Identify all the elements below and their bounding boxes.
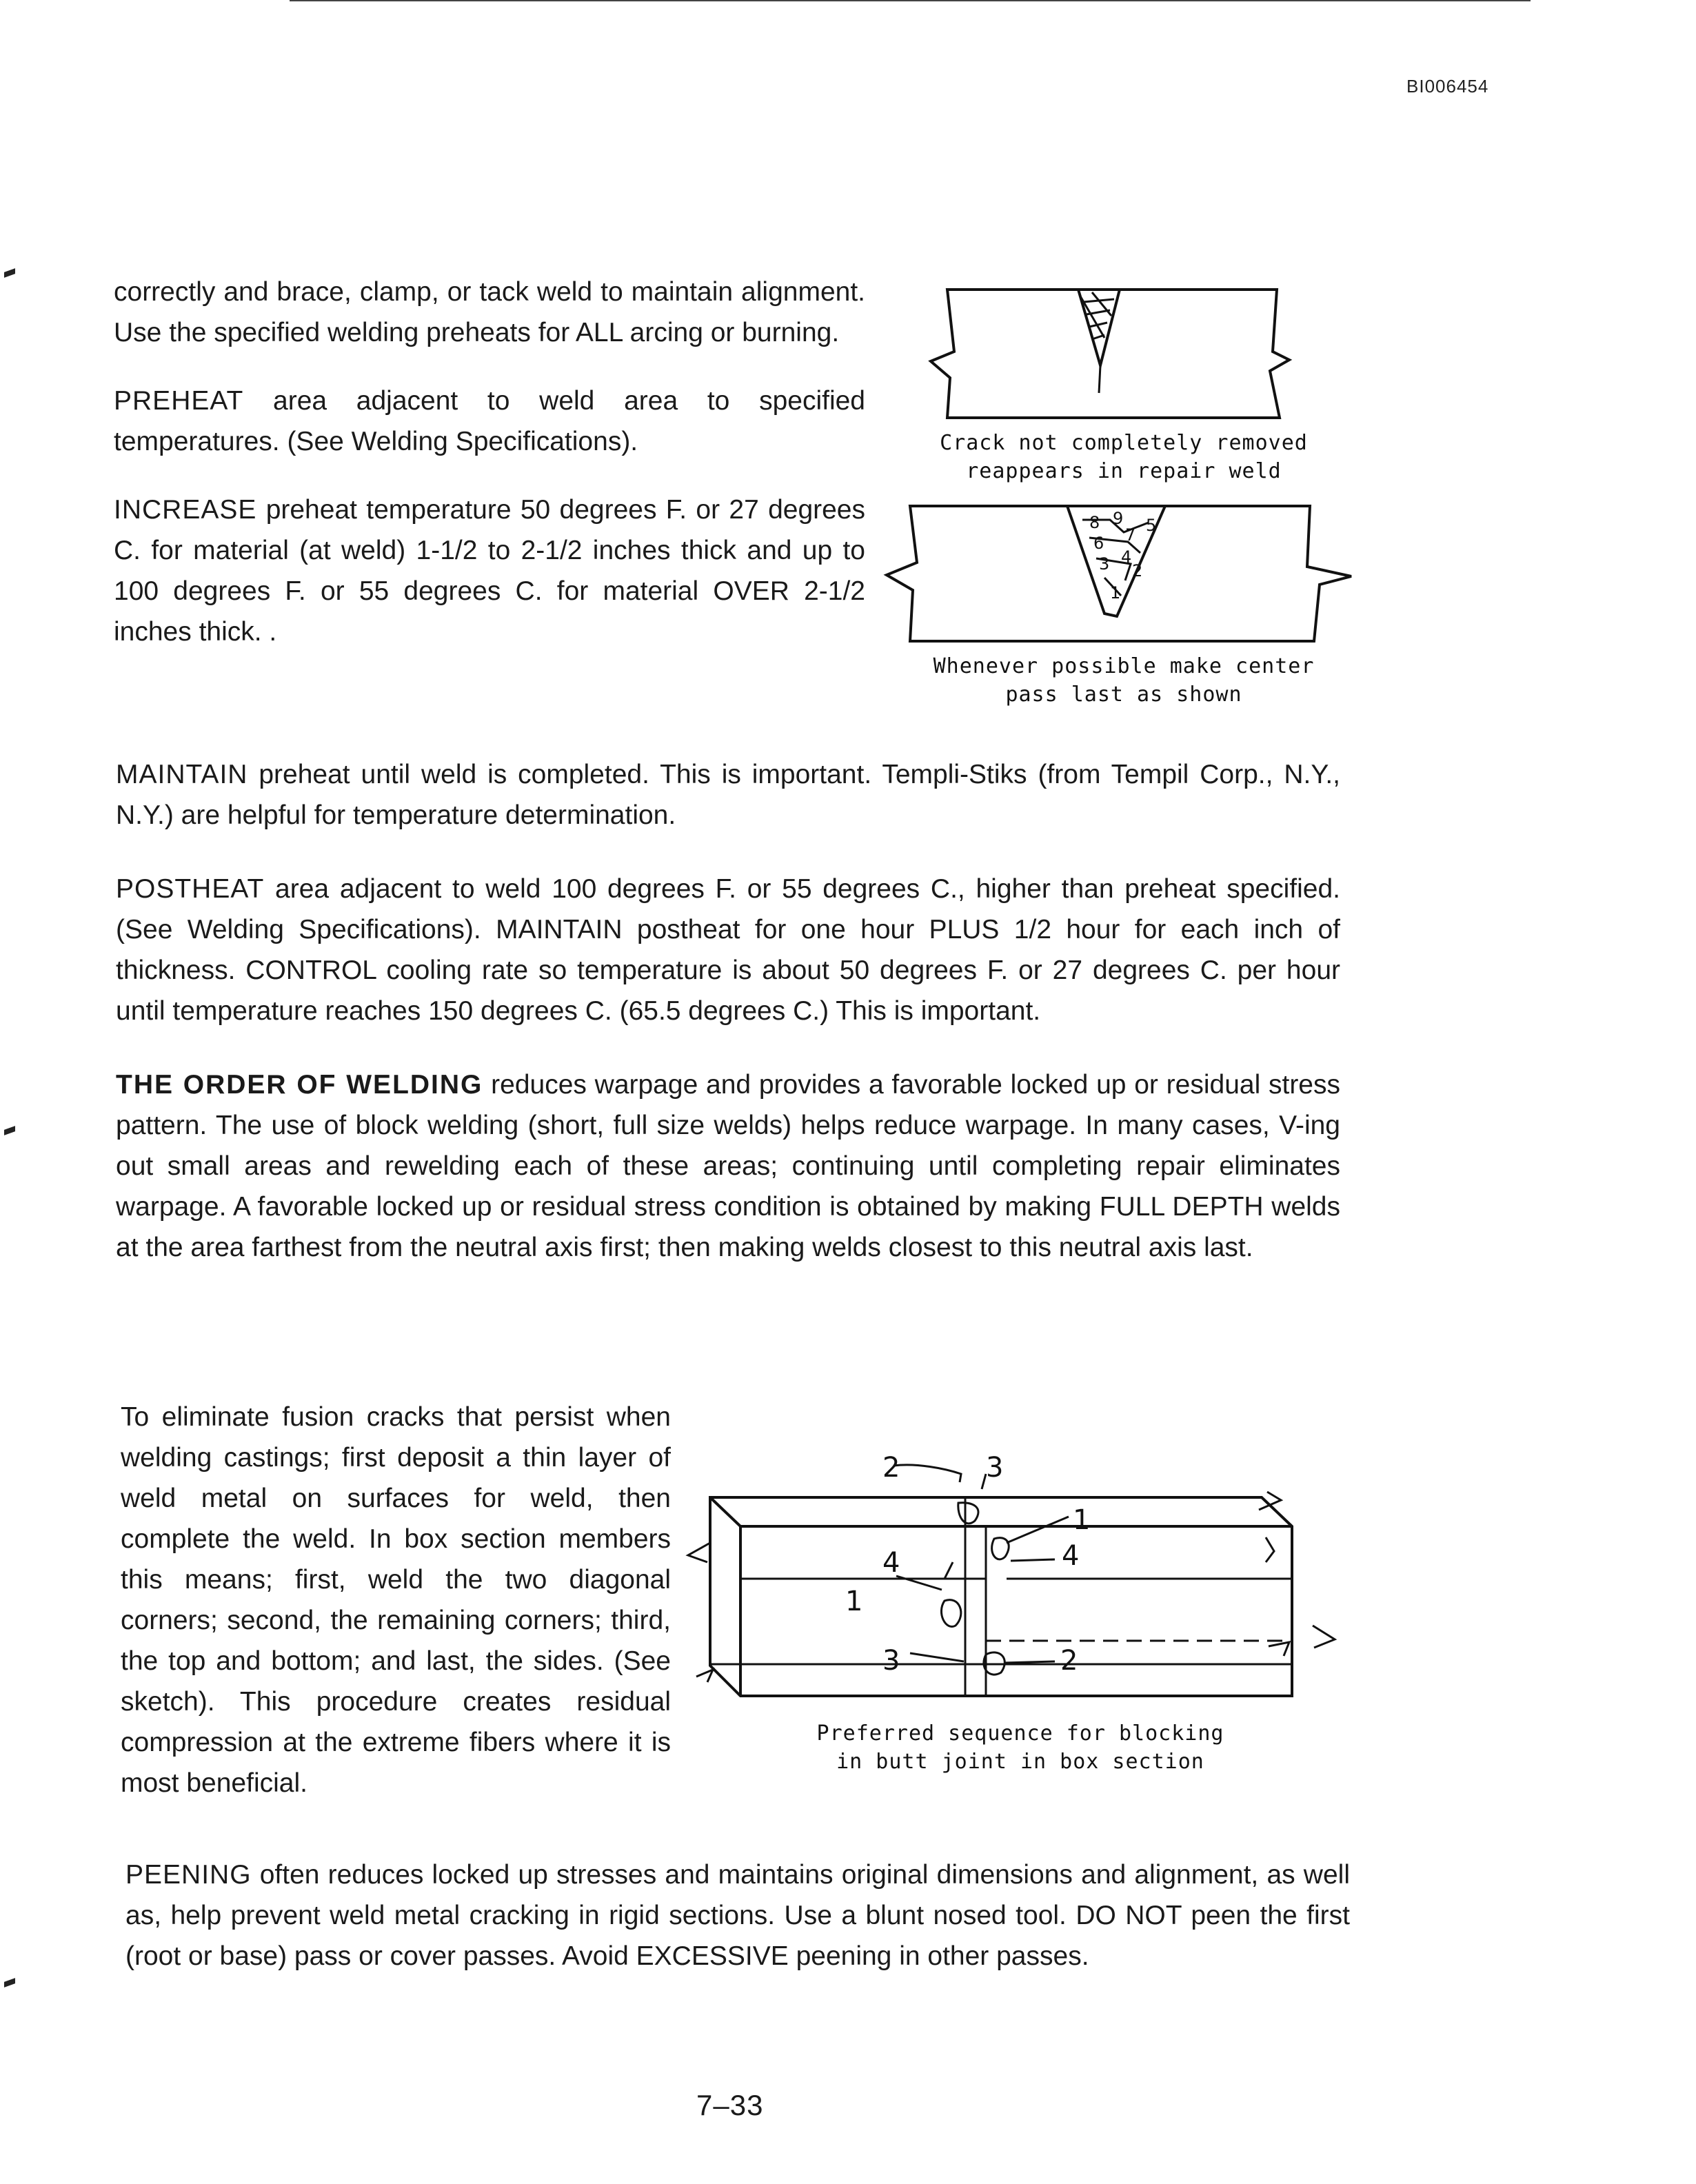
box-label: 1 [845,1586,863,1617]
keyword-maintain: MAINTAIN [116,760,248,789]
pass-label: 5 [1146,516,1157,535]
document-id: BI006454 [1406,76,1489,97]
paragraph-order-of-welding [116,1064,1340,1268]
crack-caption [896,429,1351,485]
peening-column [125,1854,1350,1976]
box-label: 3 [986,1452,1004,1484]
crack-caption-line1: Crack not completely removed [940,431,1308,455]
margin-mark [4,1126,15,1135]
box-label: 2 [1060,1645,1078,1677]
box-label: 4 [882,1547,900,1579]
crack-diagram [924,274,1351,433]
keyword-increase: INCREASE [114,495,257,525]
box-label: 3 [882,1645,900,1677]
margin-mark [4,1978,15,1988]
paragraph-increase [114,489,865,652]
keyword-postheat: POSTHEAT [116,874,265,904]
peening-text: often reduces locked up stresses and maintains original dimensions and alignment, as well as, help prevent weld metal cracking in rigid sections. Use a blunt nosed tool. DO NOT peen the first (root or base) pass or cover passes. Avoid EXCESSIVE peening in other passes. [125,1860,1350,1971]
increase-text: preheat temperature 50 degrees F. or 27 degrees C. for material (at weld) 1-1/2 to 2-1/2 inches thick and up to 100 degrees F. or 55 degrees C. for material OVER 2-1/2 inches thick. . [114,495,865,647]
pass-label: 6 [1093,534,1104,553]
paragraph-alignment: correctly and brace, clamp, or tack weld to maintain alignment. Use the specified welding preheats for ALL arcing or burning. [114,277,865,347]
center-pass-caption-line2: pass last as shown [1005,682,1242,707]
intro-column [114,272,865,652]
crack-diagram-svg [924,274,1351,433]
top-rule [290,0,1531,1]
box-section-caption [793,1719,1248,1776]
postheat-text: area adjacent to weld 100 degrees F. or 55 degrees C., higher than preheat specified. (See Welding Specifications). MAINTAIN postheat for one hour PLUS 1/2 hour for each inch of thickness. CONTROL cooling rate so temperature is about 50 degrees F. or 27 degrees C. per hour until temperature reaches 150 degrees C. (65.5 degrees C.) This is important. [116,874,1340,1026]
center-pass-diagram [882,499,1365,651]
fusion-column [121,1397,671,1803]
pass-label: 1 [1110,583,1121,603]
maintain-text: preheat until weld is completed. This is important. Templi-Stiks (from Tempil Corp., N.Y., N.Y.) are helpful for temperature determination. [116,760,1340,830]
keyword-preheat: PREHEAT [114,386,244,416]
box-section-diagram-svg [683,1441,1358,1717]
crack-caption-line2: reappears in repair weld [966,459,1282,483]
pass-label: 9 [1113,509,1124,528]
paragraph-postheat [116,869,1340,1031]
paragraph-peening [125,1854,1350,1976]
keyword-peening: PEENING [125,1860,252,1890]
pass-label: 7 [1125,525,1136,545]
box-section-diagram [683,1441,1358,1717]
margin-mark [4,268,15,278]
center-pass-caption [896,652,1351,709]
box-section-caption-line2: in butt joint in box section [836,1750,1204,1774]
keyword-order-of-welding: THE ORDER OF WELDING [116,1070,483,1100]
box-label: 2 [882,1452,900,1484]
pass-label: 2 [1132,561,1143,580]
paragraph-maintain [116,754,1340,836]
pass-label: 3 [1099,554,1110,574]
center-pass-caption-line1: Whenever possible make center [933,654,1315,678]
box-section-caption-line1: Preferred sequence for blocking [816,1721,1224,1746]
body-column [116,754,1340,1268]
center-pass-diagram-svg [882,499,1365,651]
pass-label: 8 [1089,513,1100,532]
order-text: reduces warpage and provides a favorable locked up or residual stress pattern. The use of block welding (short, full size welds) helps reduce warpage. In many cases, V-ing out small areas and rewelding each of these areas; continuing until completing repair eliminates warpage. A favorable locked up or residual stress condition is obtained by making FULL DEPTH welds at the area farthest from the neutral axis first; then making welds closest to this neutral axis last. [116,1070,1341,1262]
paragraph-preheat [114,381,865,462]
preheat-text: area adjacent to weld area to specified temperatures. (See Welding Specifications). [114,386,865,456]
page-number: 7–33 [696,2089,764,2121]
pass-label: 4 [1121,547,1132,567]
paragraph-fusion-cracks: To eliminate fusion cracks that persist when welding castings; first deposit a thin layer of weld metal on surfaces for weld, then complete the weld. In box section members this means; first, weld the two diagonal corners; second, the remaining corners; third, the top and bottom; and last, the sides. (See sketch). This procedure creates residual compression at the extreme fibers where it is most beneficial. [121,1402,671,1798]
box-label: 4 [1062,1540,1080,1572]
box-label: 1 [1073,1504,1091,1536]
